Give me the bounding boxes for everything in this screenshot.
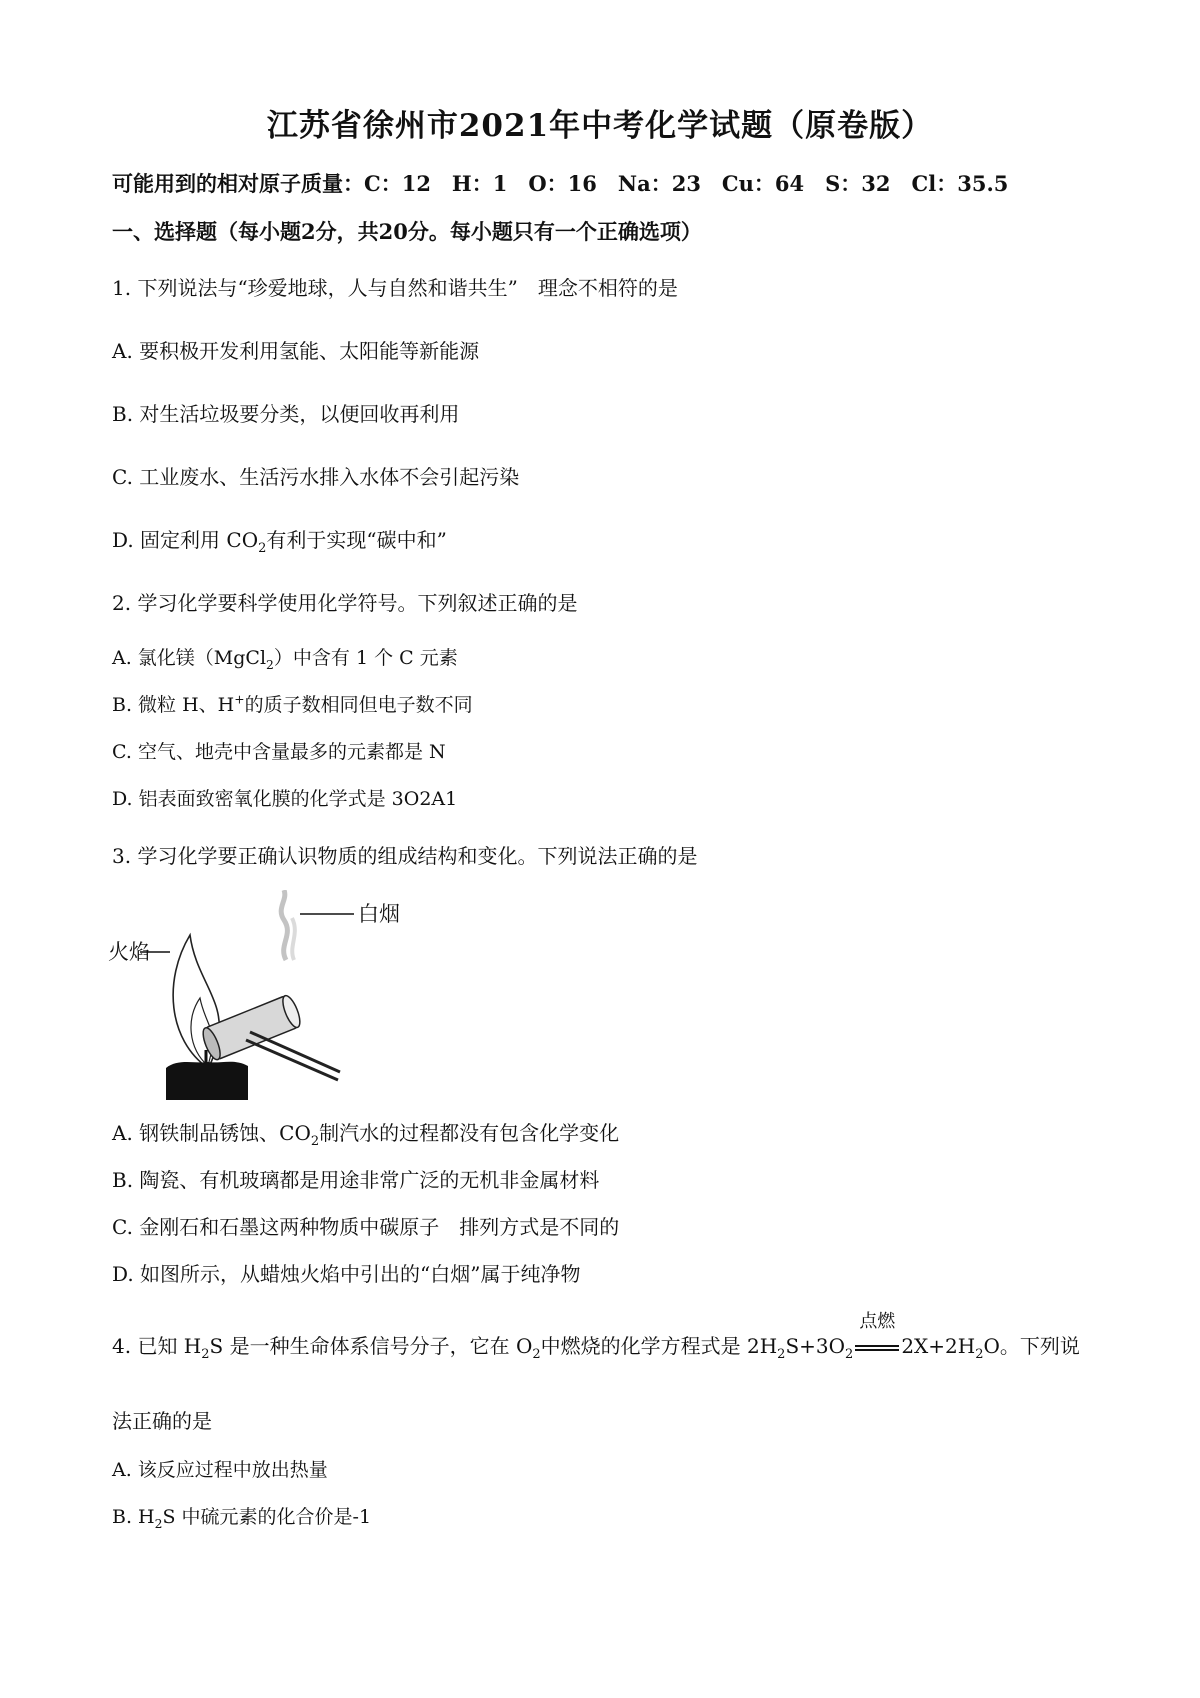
reaction-condition: 点燃 (859, 1310, 896, 1332)
question-2-stem: 2. 学习化学要科学使用化学符号。下列叙述正确的是 (112, 591, 578, 615)
question-3-option-b: B. 陶瓷、有机玻璃都是用途非常广泛的无机非金属材料 (112, 1168, 600, 1192)
question-4-option-b: B. $H_2S$ 中硫元素的化合价是-1 (112, 1506, 372, 1531)
question-2-option-b: B. 微粒 H、H+的质子数相同但电子数不同 (112, 692, 473, 716)
question-3-stem: 3. 学习化学要正确认识物质的组成结构和变化。下列说法正确的是 (112, 844, 698, 868)
page-title: 江苏省徐州市2021年中考化学试题（原卷版） (266, 108, 934, 144)
question-4-stem: 4. 已知 $H_2S$ 是一种生命体系信号分子，它在 $O_2$中燃烧的化学方程式是 $2H_2S+3O_2$ 点燃 $2X+2H_2O$。下列说 (112, 1330, 1080, 1362)
smoke-wisp (281, 890, 287, 960)
question-1-option-d: D. 固定利用 $CO_2$有利于实现“碳中和” (112, 528, 447, 556)
question-2-option-a: A. 氯化镁（MgCl$_2$）中含有 1 个 C 元素 (112, 647, 458, 672)
question-2-option-c: C. 空气、地壳中含量最多的元素都是 N (112, 741, 446, 763)
figure-label-flame: 火焰 (108, 940, 150, 964)
figure-label-smoke: 白烟 (358, 902, 400, 926)
question-1-stem: 1. 下列说法与“珍爱地球，人与自然和谐共生” 理念不相符的是 (112, 276, 678, 300)
candle-body (166, 1062, 248, 1100)
question-3-option-a: A. 钢铁制品锈蚀、$CO_2$制汽水的过程都没有包含化学变化 (112, 1121, 620, 1149)
smoke-wisp (292, 918, 295, 960)
question-3-option-d: D. 如图所示，从蜡烛火焰中引出的“白烟”属于纯净物 (112, 1262, 581, 1286)
section-heading: 一、选择题（每小题2分，共20分。每小题只有一个正确选项） (112, 219, 702, 244)
question-1-option-b: B. 对生活垃圾要分类，以便回收再利用 (112, 402, 460, 426)
question-2-option-d: D. 铝表面致密氧化膜的化学式是 3O2A1 (112, 788, 458, 810)
question-4-option-a: A. 该反应过程中放出热量 (112, 1459, 328, 1481)
candle-figure (108, 890, 408, 1100)
tongs (246, 1040, 338, 1080)
tongs (250, 1032, 340, 1072)
reaction-arrow (853, 1310, 901, 1359)
question-1-option-a: A. 要积极开发利用氢能、太阳能等新能源 (112, 339, 480, 363)
question-3-option-c: C. 金刚石和石墨这两种物质中碳原子 排列方式是不同的 (112, 1215, 620, 1239)
atomic-mass-line: 可能用到的相对原子质量：C：12 H：1 O：16 Na：23 Cu：64 S：32 Cl：35.5 (112, 171, 1009, 196)
question-4-stem-continued: 法正确的是 (112, 1409, 212, 1433)
question-1-option-c: C. 工业废水、生活污水排入水体不会引起污染 (112, 465, 520, 489)
